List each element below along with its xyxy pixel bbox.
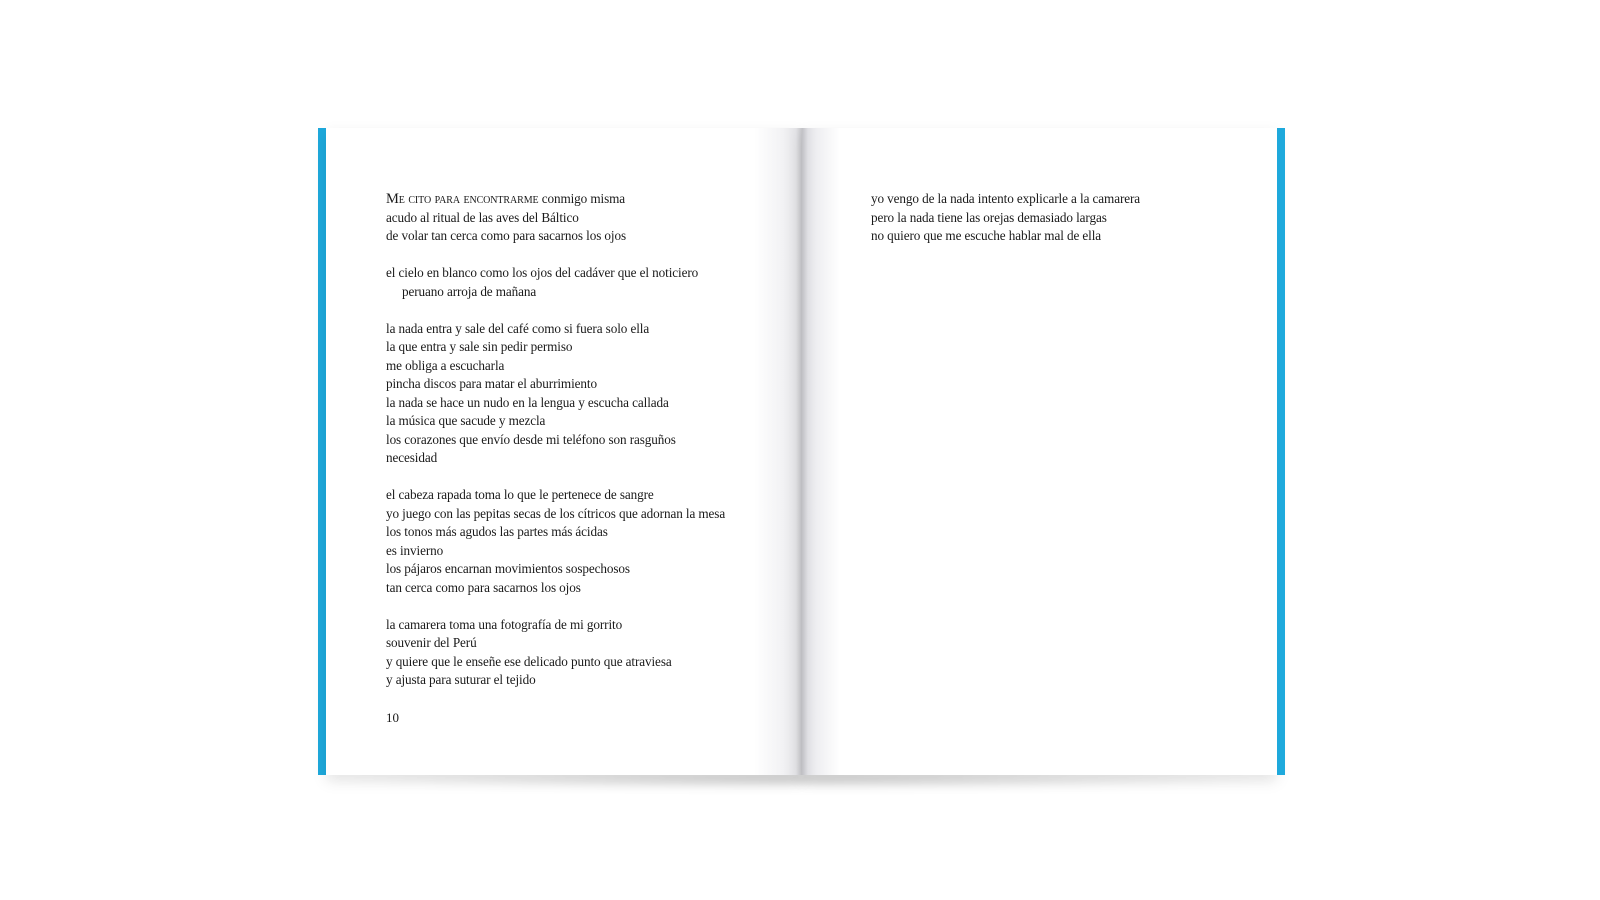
lead-in-smallcaps: Me cito para encontrarme xyxy=(386,191,539,207)
poem-line: souvenir del Perú xyxy=(386,635,477,650)
stanza-break xyxy=(386,301,725,320)
left-page-poem xyxy=(386,190,725,690)
poem-line: la nada entra y sale del café como si fuera solo ella xyxy=(386,320,650,336)
cover-edge-right xyxy=(1277,128,1285,775)
poem-line: de volar tan cerca como para sacarnos los ojos xyxy=(386,228,627,243)
poem-line: pincha discos para matar el aburrimiento xyxy=(386,376,597,391)
poem-line: la música que sacude y mezcla xyxy=(386,413,546,428)
poem-line: la que entra y sale sin pedir permiso xyxy=(386,339,573,354)
book-gutter xyxy=(796,128,808,775)
poem-line: los tonos más agudos las partes más ácidas xyxy=(386,524,608,539)
stanza-break xyxy=(386,246,725,265)
poem-line: el cielo en blanco como los ojos del cadáver que el noticiero xyxy=(386,265,699,280)
poem-line: los pájaros encarnan movimientos sospechosos xyxy=(386,561,630,576)
poem-line-continuation: peruano arroja de mañana xyxy=(402,283,537,299)
poem-line: me obliga a escucharla xyxy=(386,357,505,373)
poem-line: y quiere que le enseñe ese delicado punto que atraviesa xyxy=(386,653,672,669)
right-page-poem xyxy=(871,190,1140,246)
first-line-rest: conmigo misma xyxy=(538,191,626,206)
poem-line: yo vengo de la nada intento explicarle a la camarera xyxy=(871,191,1141,206)
poem-line: pero la nada tiene las orejas demasiado largas xyxy=(871,209,1107,225)
poem-line: tan cerca como para sacarnos los ojos xyxy=(386,579,581,595)
stanza-break xyxy=(386,468,725,487)
poem-first-line xyxy=(386,190,725,209)
poem-line: es invierno xyxy=(386,542,444,558)
stanza-break xyxy=(386,597,725,616)
poem-line: acudo al ritual de las aves del Báltico xyxy=(386,209,579,225)
poem-line: la camarera toma una fotografía de mi gorrito xyxy=(386,616,623,632)
poem-line: la nada se hace un nudo en la lengua y escucha callada xyxy=(386,394,669,410)
cover-edge-left xyxy=(318,128,326,775)
poem-line: los corazones que envío desde mi teléfono son rasguños xyxy=(386,431,676,447)
poem-line: no quiero que me escuche hablar mal de ella xyxy=(871,228,1102,243)
poem-line: necesidad xyxy=(386,450,438,465)
page-number: 10 xyxy=(386,710,399,725)
poem-line: yo juego con las pepitas secas de los cítricos que adornan la mesa xyxy=(386,505,726,521)
poem-line: el cabeza rapada toma lo que le pertenece de sangre xyxy=(386,487,654,502)
poem-line: y ajusta para suturar el tejido xyxy=(386,672,536,687)
